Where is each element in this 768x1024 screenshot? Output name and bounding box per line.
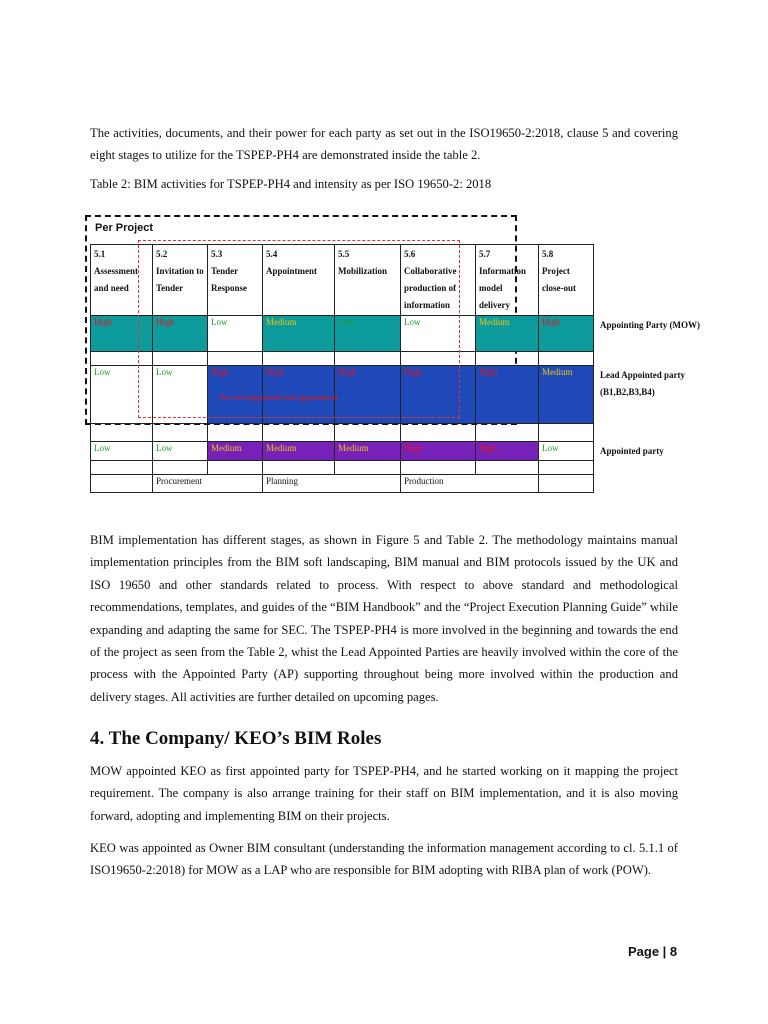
header-5-2: 5.2 Invitation to Tender (153, 245, 208, 316)
lead-appointment-note: Per each appointed lead appointment (220, 393, 339, 402)
intro-paragraph: The activities, documents, and their power for each party as set out in the ISO19650-2:2018, clause 5 and covering eight stages to utilize for the TSPEP-PH4 are demonstrated inside the table 2. (90, 126, 678, 163)
per-project-label: Per Project (95, 222, 154, 234)
phase-planning: Planning (263, 475, 401, 493)
header-5-1: 5.1 Assessment and need (91, 245, 153, 316)
lead-appointed-party-label: Lead Appointed party (B1,B2,B3,B4) (600, 369, 686, 397)
appointing-cell-5-2: High (153, 316, 208, 352)
appointed-cell-5-1: Low (91, 442, 153, 461)
appointing-cell-5-6: Low (401, 316, 476, 352)
lead-cell-5-8: Medium (539, 366, 594, 424)
appointing-cell-5-7: Medium (476, 316, 539, 352)
appointing-cell-5-8: High (539, 316, 594, 352)
body-paragraph-2: MOW appointed KEO as first appointed party for TSPEP-PH4, and he started working on it mapping the project requirement. The company is also arrange training for their staff on BIM implementation, and it is also moving forward, adopting and implementing BIM on their projects. (90, 764, 678, 823)
appointed-cell-5-8: Low (539, 442, 594, 461)
appointed-cell-5-7: High (476, 442, 539, 461)
lead-cell-5-5: High (335, 366, 401, 424)
page-number: Page | 8 (628, 944, 678, 959)
header-5-6: 5.6 Collaborative production of information (401, 245, 476, 316)
appointed-cell-5-2: Low (153, 442, 208, 461)
appointing-cell-5-5: Low (335, 316, 401, 352)
appointed-cell-5-5: Medium (335, 442, 401, 461)
appointing-party-row (91, 316, 724, 352)
body-paragraph-1: BIM implementation has different stages, as shown in Figure 5 and Table 2. The methodology maintains manual implementation principles from the BIM soft landscaping, BIM manual and BIM protocols issued by the UK and ISO 19650 and other standards related to process. With respect to above standard and methodological recommendations, templates, and guides of the “BIM Handbook” and the “Project Execution Planning Guide” while expanding and adapting the same for SEC. The TSPEP-PH4 is more involved in the beginning and towards the end of the project as seen from the Table 2, whist the Lead Appointed Parties are heavily involved within the core of the process with the Appointed Party (AP) supporting throughout being more involved within the production and delivery stages. All activities are further detailed on upcoming pages. (90, 533, 678, 704)
appointing-party-label: Appointing Party (MOW) (600, 319, 700, 330)
appointed-party-row (91, 442, 724, 461)
appointing-cell-5-1: High (91, 316, 153, 352)
body-paragraph-3: KEO was appointed as Owner BIM consultant (understanding the information management according to cl. 5.1.1 of ISO19650-2:2018) for MOW as a LAP who are responsible for BIM adopting with RIBA plan of work (POW). (90, 841, 678, 878)
table-caption: Table 2: BIM activities for TSPEP-PH4 and intensity as per ISO 19650-2: 2018 (90, 177, 492, 191)
phase-production: Production (401, 475, 539, 493)
header-5-3: 5.3 Tender Response (208, 245, 263, 316)
header-5-5: 5.5 Mobilization (335, 245, 401, 316)
header-5-4: 5.4 Appointment (263, 245, 335, 316)
appointed-cell-5-4: Medium (263, 442, 335, 461)
section-heading: 4. The Company/ KEO’s BIM Roles (90, 728, 382, 749)
appointed-cell-5-3: Medium (208, 442, 263, 461)
lead-cell-5-7: High (476, 366, 539, 424)
header-5-8: 5.8 Project close-out (539, 245, 594, 316)
lead-cell-5-3: High (208, 366, 263, 424)
lead-cell-5-6: High (401, 366, 476, 424)
phase-procurement: Procurement (153, 475, 263, 493)
appointing-cell-5-3: Low (208, 316, 263, 352)
lead-cell-5-1: Low (91, 366, 153, 424)
phase-row (91, 475, 724, 493)
bim-activities-table (90, 244, 724, 493)
lead-cell-5-4: High (263, 366, 335, 424)
lead-cell-5-2: Low (153, 366, 208, 424)
appointing-cell-5-4: Medium (263, 316, 335, 352)
lead-appointed-party-row (91, 366, 724, 424)
table-header-row (91, 245, 724, 316)
appointed-cell-5-6: High (401, 442, 476, 461)
appointed-party-label: Appointed party (600, 445, 664, 456)
header-5-7: 5.7 Information model delivery (476, 245, 539, 316)
